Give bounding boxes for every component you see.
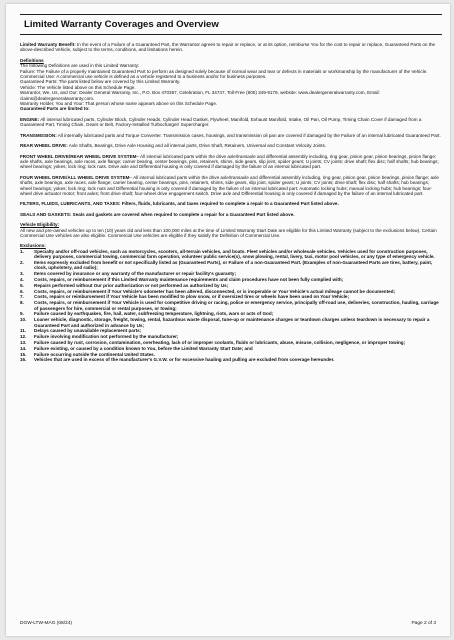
list-item [20, 294, 442, 299]
document-content [20, 14, 442, 363]
coverage-text: – All internal lubricated parts within the drive axle/transaxle and differential assembly including, ring gear, pinion gear, pinion bearings, pinion flange; axle shafts, axle bearings, axle races, axle flange; carrier bearing, center bearings, pins, retainers, shims, side gears, slip joint, spider gears; U joints; CV joints; drive shaft; flex disc; half shafts; hub bearings; wheel bearings; yokes; lock ring; lock nuts and Differential housing is only covered if damaged by the failure of an internal lubricated part; Automatic locking hubs; manual locking hubs; hub bearings; four-wheel drive actuator motor; front axles; front drive shaft; four-wheel drive engagement switch. Drive axle and Differential housing is only covered if damaged by the failure of an internal lubricated part. [20, 174, 439, 196]
exclusions-list [20, 249, 442, 363]
coverage-text: All internally lubricated parts and Torque Converter. Transmission cases, housings, and transmission oil pan are covered if damaged by the Failure of an internal lubricated Guaranteed Part. [57, 132, 441, 138]
coverage-text: All internal lubricated parts, Cylinder Block, Cylinder Heads, Cylinder Head Gasket, Flywheel, Manifold, Exhaust Manifold, Intake, Oil Pan, Oil Pump, Timing Chain Cover if damaged from a Guaranteed Part, Timing Chain, Gears or Belt, Factory-Installed Turbocharger/ Supercharger. [20, 116, 422, 128]
item-number: 7. [20, 294, 24, 300]
item-text: Delays caused by unavailable replacement parts; [34, 328, 142, 334]
coverage-label: FOUR WHEEL DRIVE/ALL WHEEL DRIVE SYSTEM [20, 174, 130, 180]
coverage-paragraph [20, 143, 442, 148]
definition-line: Guaranteed Parts are limited to: [20, 106, 90, 112]
list-item [20, 357, 442, 362]
item-number: 9. [20, 311, 24, 317]
eligibility-section [20, 222, 442, 238]
page-title: Limited Warranty Coverages and Overview [20, 14, 442, 35]
item-number: 16. [20, 357, 27, 363]
list-item [20, 249, 442, 260]
definition-line: Failure: The Failure of a properly maintained Guaranteed Part to perform as designed solely because of normal wear and tear or defects in materials or workmanship by the manufacturer of the Vehicle. [20, 68, 428, 74]
eligibility-text: All new and pre-owned vehicles up to ten (10) years old and less than 100,000 miles at the time of Limited Warranty Start Date are eligible for this Limited Warranty (subject to the exclusions below). Certain Commercial Use vehicles are also eligible. Commercial Use vehicles are eligible if they satisfy the Definition of Commercial Use. [20, 227, 437, 238]
item-text: Failure occurring outside the continental United States. [34, 351, 155, 357]
item-text: Failure existing, or caused by a condition known to You, before the Limited Warranty Start Date; and [34, 345, 253, 351]
coverage-label: REAR WHEEL DRIVE: [20, 143, 68, 149]
document-page [6, 4, 450, 636]
form-id: DGW-LTW-MAG (08/24) [20, 621, 72, 626]
exclusions-heading: Exclusions: [20, 243, 46, 249]
list-item [20, 260, 442, 271]
item-number: 14. [20, 345, 27, 351]
item-text: Items expressly excluded from benefit or not specifically listed as (Guaranteed Parts), or Failure of a non-Guaranteed Part. (Examples of non-Guaranteed Parts are tires, battery, paint, clock, upholstery, and radio); [34, 259, 433, 271]
item-text: Costs, repairs, or reimbursement if Your Vehicle's odometer has been altered, disconnected, or is inoperable or Your Vehicle's actual mileage cannot be documented; [34, 288, 396, 294]
exclusions-section [20, 243, 442, 362]
list-item [20, 271, 442, 276]
definition-line: Warrantor, We, Us, and Our: Dealer General Warranty, Inc., P.O. Box 470367, Celebration, FL 34747, Toll-Free (800) 349-9179, website: www.dealergeneralwarranty.com, Email: claims@dealergeneralwarranty.com. [20, 90, 380, 101]
list-item [20, 352, 442, 357]
list-item [20, 328, 442, 333]
list-item [20, 317, 442, 328]
item-text: Loaner vehicle, diagnostic, storage, freight, towing, rental, hazardous waste disposal, tune-up or maintenance charges or teardown charges unless teardown is necessary to repair a Guaranteed Part and authorized in advance by Us; [34, 317, 430, 328]
benefit-text: In the event of a Failure of a Guaranteed Part, the Warrantor agrees to repair or replace, or at its option, reimburse You for the cost to repair or replace, Guaranteed Parts on the above-described Vehicle, subject to the terms, conditions, and limitations herein. [20, 42, 436, 53]
benefit-label: Limited Warranty Benefit: [20, 42, 76, 47]
definition-line: Commercial Use: A commercial use vehicle is defined as a vehicle registered to a business and/or for business purposes. [20, 74, 267, 80]
coverage-paragraph [20, 133, 442, 138]
item-number: 10. [20, 317, 27, 323]
list-item [20, 277, 442, 282]
list-item [20, 346, 442, 351]
coverage-label: TRANSMISSION: [20, 132, 57, 138]
definitions-intro: The following Definitions are used in this Limited Warranty: [20, 63, 140, 69]
list-item [20, 334, 442, 339]
coverage-text: Filters, fluids, lubricants, and taxes required to complete a repair to a Guaranteed Part listed above. [121, 201, 339, 207]
item-text: Specialty and/or off-road vehicles, such as motorcycles, scooters, all-terrain vehicles, and boats. Fleet vehicles and/or wholesale vehicles. Vehicles used for construction purposes, delivery purposes, commercial towing, commercial farm operation, volunteer public service(s), snow plowing, rental, livery, taxi, motor pool vehicles, or any type of emergency vehicle. [34, 248, 435, 260]
coverage-label: ENGINE: [20, 116, 40, 122]
item-text: Failure involving modification not performed by the manufacturer; [34, 334, 179, 340]
item-number: 11. [20, 328, 27, 334]
list-item [20, 289, 442, 294]
list-item [20, 300, 442, 311]
eligibility-heading: Vehicle Eligibility: [20, 222, 60, 228]
item-number: 2. [20, 259, 24, 265]
item-number: 5. [20, 282, 24, 288]
definitions-heading: Definitions [20, 57, 44, 63]
coverage-paragraph [20, 212, 442, 217]
item-text: Items covered by insurance or any warranty of the manufacturer or repair facility's guaranty; [34, 271, 237, 277]
coverage-label: FRONT WHEEL DRIVE/REAR WHEEL DRIVE SYSTEM [20, 153, 137, 159]
item-number: 13. [20, 339, 27, 345]
coverage-paragraph [20, 117, 442, 128]
coverage-text: Seals and gaskets are covered when required to complete a repair for a Guaranteed Part listed above. [72, 211, 295, 217]
page-footer [20, 621, 436, 626]
item-text: Costs, repairs, or reimbursement if this Limited Warranty maintenance requirements and claim procedures have not been fully complied with; [34, 276, 344, 282]
coverage-label: SEALS AND GASKETS: [20, 211, 72, 217]
item-text: Repairs performed without Our prior authorization or not performed as authorized by Us; [34, 282, 229, 288]
item-number: 3. [20, 271, 24, 277]
list-item [20, 340, 442, 345]
coverage-paragraph [20, 175, 442, 197]
item-text: Vehicles that are used in excess of the manufacturer's G.V.W. or for excessive hauling and pulling are excluded from coverage hereunder. [34, 357, 335, 363]
item-text: Failure caused by rust, corrosion, contamination, overheating, lack of or improper coolants, fluids or lubricants, abuse, misuse, collision, negligence, or improper towing; [34, 339, 406, 345]
coverage-paragraph [20, 154, 442, 170]
definition-line: Guaranteed Parts: The parts listed below are covered by this Limited Warranty. [20, 79, 181, 85]
coverage-paragraph [20, 201, 442, 206]
item-number: 6. [20, 288, 24, 294]
definition-line: Vehicle: The Vehicle listed above on this Schedule Page. [20, 84, 136, 90]
item-number: 15. [20, 351, 27, 357]
item-text: Costs, repairs, or reimbursement if Your Vehicle is used for competitive driving or racing, police or emergency service, principally off-road use, deliveries, construction, hauling, carriage of passengers for hire, commercial or rental purposes, or towing; [34, 300, 439, 311]
coverage-text: – All internal lubricated parts within the drive axle/transaxle and differential assembly including, ring gear, pinion gear, pinion bearings, pinion flange; axle shafts, axle bearings, axle races, axle flange; carrier bearing, center bearings, pins, retainers, shims, side gears, slip joint, spider gears; U joints; CV joints; drive shaft; flex disc; half shafts; hub bearings; wheel bearings; yokes; lock ring; lock nuts. Drive axle and Differential housing is only covered if damaged by the failure of an internal lubricated part. [20, 153, 439, 170]
coverage-text: Axle Shafts, Bearings, Drive Axle Housing and all internal parts, Drive Shaft, Retainers, Universal and Constant Velocity Joints. [68, 143, 327, 149]
item-number: 8. [20, 300, 24, 306]
definition-line: Warranty Holder, You and Your: That person whose name appears above on this Schedule Page. [20, 101, 218, 107]
definitions-section [20, 58, 442, 112]
list-item [20, 283, 442, 288]
page-number: Page 2 of 3 [411, 621, 436, 626]
item-number: 12. [20, 334, 27, 340]
coverage-label: FILTERS, FLUIDS, LUBRICANTS, AND TAXES: [20, 201, 121, 207]
list-item [20, 311, 442, 316]
item-number: 1. [20, 248, 24, 254]
item-text: Costs, repairs or reimbursement if Your Vehicle has been modified to plow snow, or if oversized tires or wheels have been used on Your Vehicle; [34, 294, 350, 300]
benefit-paragraph [20, 42, 442, 53]
item-text: Failure caused by earthquakes, fire, hail, water, subfreezing temperature, lightning, riots, wars or acts of God; [34, 311, 274, 317]
item-number: 4. [20, 276, 24, 282]
